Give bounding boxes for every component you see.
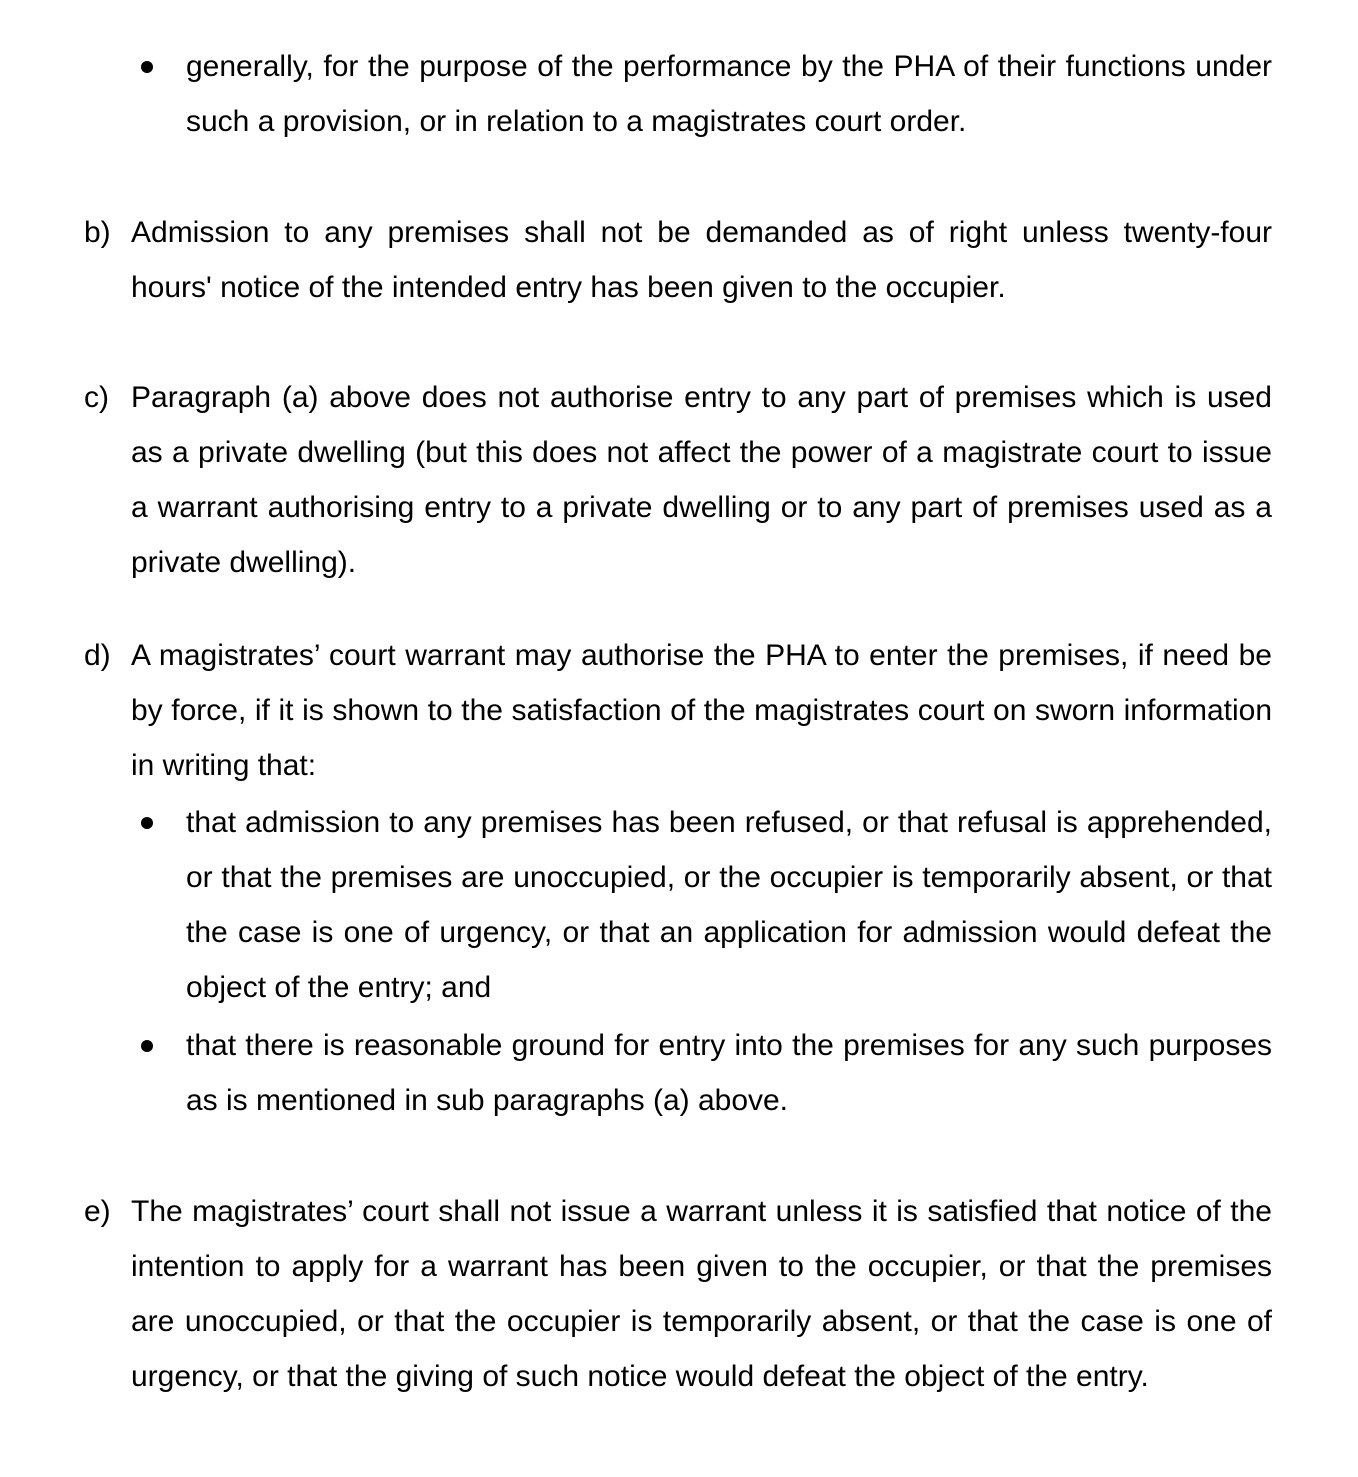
paragraph-text: A magistrates’ court warrant may authorise the PHA to enter the premises, if need be by force, if it is shown to the satisfaction of the magistrates court on sworn information in writing that: [131,639,1272,782]
list-item-bullet-admission-refused [136,795,1272,1015]
bullet-icon [136,795,160,850]
paragraph-label: c) [84,381,109,414]
paragraph-label: e) [84,1195,111,1228]
bullet-text: generally, for the purpose of the performance by the PHA of their functions under such a provision, or in relation to a magistrates court order. [186,50,1272,138]
paragraph-text: The magistrates’ court shall not issue a warrant unless it is satisfied that notice of the intention to apply for a warrant has been given to the occupier, or that the premises are unoccupied, or that the occupier is temporarily absent, or that the case is one of urgency, or that the giving of such notice would defeat the object of the entry. [131,1195,1272,1393]
paragraph-d [84,628,1272,793]
bullet-icon [136,39,160,94]
bullet-text: that there is reasonable ground for entry into the premises for any such purposes as is mentioned in sub paragraphs (a) above. [186,1029,1272,1117]
bullet-text: that admission to any premises has been refused, or that refusal is apprehended, or that the premises are unoccupied, or the occupier is temporarily absent, or that the case is one of urgency, or that an application for admission would defeat the object of the entry; and [186,806,1272,1004]
paragraph-e [84,1184,1272,1404]
bullet-icon [136,1018,160,1073]
paragraph-text: Admission to any premises shall not be demanded as of right unless twenty-four hours' notice of the intended entry has been given to the occupier. [131,216,1272,304]
list-item-bullet-reasonable-ground [136,1018,1272,1128]
paragraph-label: d) [84,639,111,672]
paragraph-b [84,205,1272,315]
paragraph-c [84,370,1272,590]
paragraph-label: b) [84,216,111,249]
paragraph-text: Paragraph (a) above does not authorise entry to any part of premises which is used as a private dwelling (but this does not affect the power of a magistrate court to issue a warrant authorising entry to a private dwelling or to any part of premises used as a private dwelling). [131,381,1272,579]
list-item-bullet-performance [136,39,1272,149]
